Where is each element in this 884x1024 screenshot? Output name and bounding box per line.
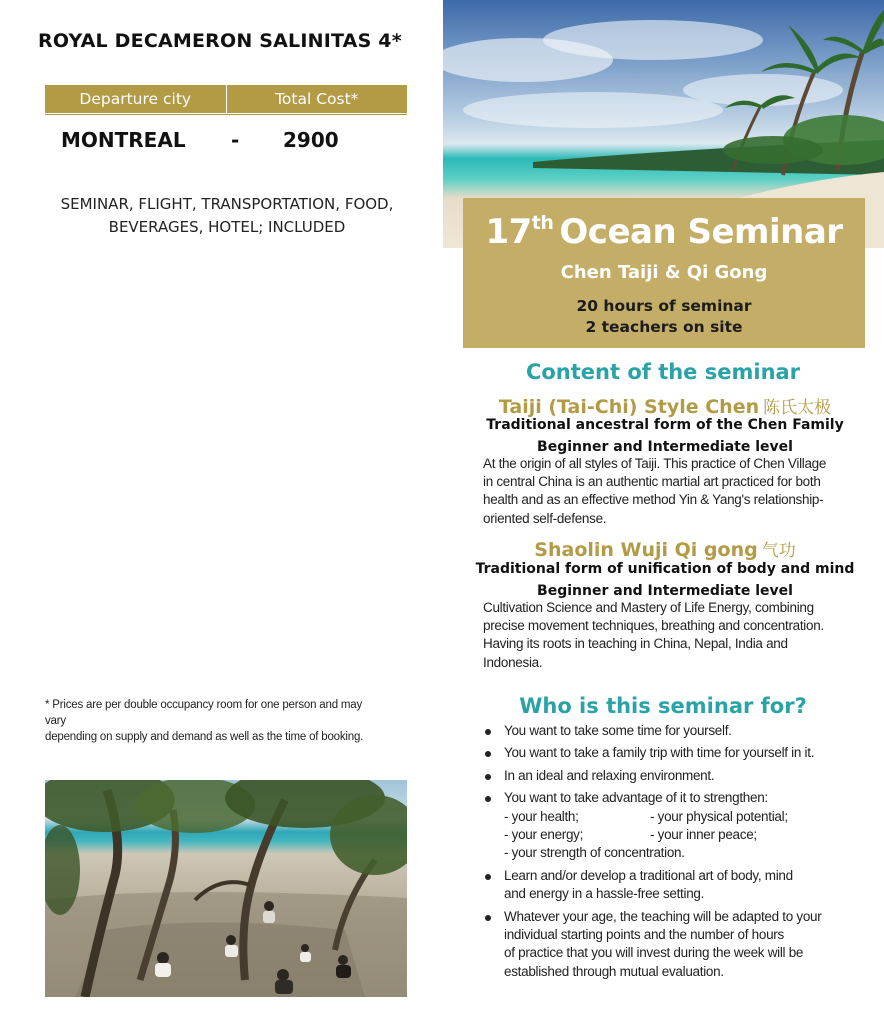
included-line-2: BEVERAGES, HOTEL; INCLUDED xyxy=(108,218,346,236)
strengthen-health: - your health; xyxy=(504,808,579,824)
price-table-header xyxy=(45,85,407,113)
bullet-6-line-4: established through mutual evaluation. xyxy=(504,963,724,979)
beach-group-photo xyxy=(45,780,407,997)
qigong-description xyxy=(483,599,843,672)
seminar-title-text: Ocean Seminar xyxy=(559,212,843,252)
hotel-title: ROYAL DECAMERON SALINITAS 4* xyxy=(38,30,402,52)
footnote-line-2: depending on supply and demand as well as the time of booking. xyxy=(45,731,364,743)
seminar-subtitle: Chen Taiji & Qi Gong xyxy=(560,262,768,283)
taiji-sub-1: Traditional ancestral form of the Chen Family xyxy=(486,417,844,433)
strengthen-concentration: - your strength of concentration. xyxy=(504,845,685,861)
qigong-sub-2: Beginner and Intermediate level xyxy=(537,583,793,599)
bullet-6-line-2: individual starting points and the number of hours xyxy=(504,927,784,943)
qigong-line-3: Having its roots in teaching in China, Nepal, India and xyxy=(483,636,788,652)
departure-city: MONTREAL xyxy=(61,128,186,152)
strengthen-intro: You want to take advantage of it to strengthen: xyxy=(504,790,768,806)
included-line-1: SEMINAR, FLIGHT, TRANSPORTATION, FOOD, xyxy=(60,195,394,213)
strengthen-list xyxy=(504,808,853,845)
taiji-line-3: health and as an effective method Yin & Yang's relationship- xyxy=(483,492,824,508)
list-item xyxy=(483,867,853,904)
bullet-5-line-1: Learn and/or develop a traditional art of body, mind xyxy=(504,867,793,883)
seminar-banner xyxy=(463,198,865,348)
qigong-line-2: precise movement techniques, breathing and concentration. xyxy=(483,618,824,634)
bullet-6-line-1: Whatever your age, the teaching will be adapted to your xyxy=(504,908,822,924)
price-separator: - xyxy=(231,128,240,152)
list-item: In an ideal and relaxing environment. xyxy=(483,767,853,785)
taiji-subheading xyxy=(455,414,875,458)
total-cost-header: Total Cost* xyxy=(226,85,408,113)
bullet-6-line-3: of practice that you will invest during the week will be xyxy=(504,945,804,961)
seminar-number: 17 xyxy=(485,212,532,252)
qigong-line-1: Cultivation Science and Mastery of Life Energy, combining xyxy=(483,600,814,615)
qigong-chinese: 气功 xyxy=(761,541,796,561)
seminar-teachers: 2 teachers on site xyxy=(585,318,743,336)
taiji-line-4: oriented self-defense. xyxy=(483,510,607,526)
strengthen-physical: - your physical potential; xyxy=(650,808,788,824)
qigong-sub-1: Traditional form of unification of body and mind xyxy=(475,561,855,577)
price-footnote xyxy=(45,697,375,745)
qigong-line-4: Indonesia. xyxy=(483,654,543,670)
bullet-5-line-2: and energy in a hassle-free setting. xyxy=(504,886,705,902)
beach-group-photo-drawing xyxy=(45,780,407,997)
list-item xyxy=(483,908,853,982)
taiji-title: Taiji (Tai-Chi) Style Chen xyxy=(498,396,760,418)
qigong-title: Shaolin Wuji Qi gong xyxy=(534,539,758,561)
strengthen-peace: - your inner peace; xyxy=(650,827,757,843)
taiji-line-1: At the origin of all styles of Taiji. This practice of Chen Village xyxy=(483,456,827,471)
taiji-description xyxy=(483,455,843,528)
seminar-details xyxy=(463,296,865,338)
seminar-ordinal: th xyxy=(531,212,554,234)
audience-list xyxy=(483,722,853,985)
strengthen-energy: - your energy; xyxy=(504,827,584,843)
departure-city-header: Departure city xyxy=(79,90,192,108)
content-heading: Content of the seminar xyxy=(525,360,801,384)
price-row xyxy=(45,128,407,158)
footnote-line-1: * Prices are per double occupancy room for one person and may vary xyxy=(45,699,363,727)
qigong-subheading xyxy=(455,558,875,602)
included-items xyxy=(36,193,418,239)
seminar-hours: 20 hours of seminar xyxy=(576,297,752,315)
audience-heading: Who is this seminar for? xyxy=(519,694,807,718)
total-cost: 2900 xyxy=(283,128,339,152)
taiji-chinese: 陈氏太极 xyxy=(763,398,832,418)
list-item: You want to take some time for yourself. xyxy=(483,722,853,740)
taiji-sub-2: Beginner and Intermediate level xyxy=(537,439,793,455)
seminar-title xyxy=(463,212,865,252)
list-item: You want to take a family trip with time for yourself in it. xyxy=(483,744,853,762)
taiji-line-2: in central China is an authentic martial art practiced for both xyxy=(483,474,821,490)
list-item xyxy=(483,789,853,863)
